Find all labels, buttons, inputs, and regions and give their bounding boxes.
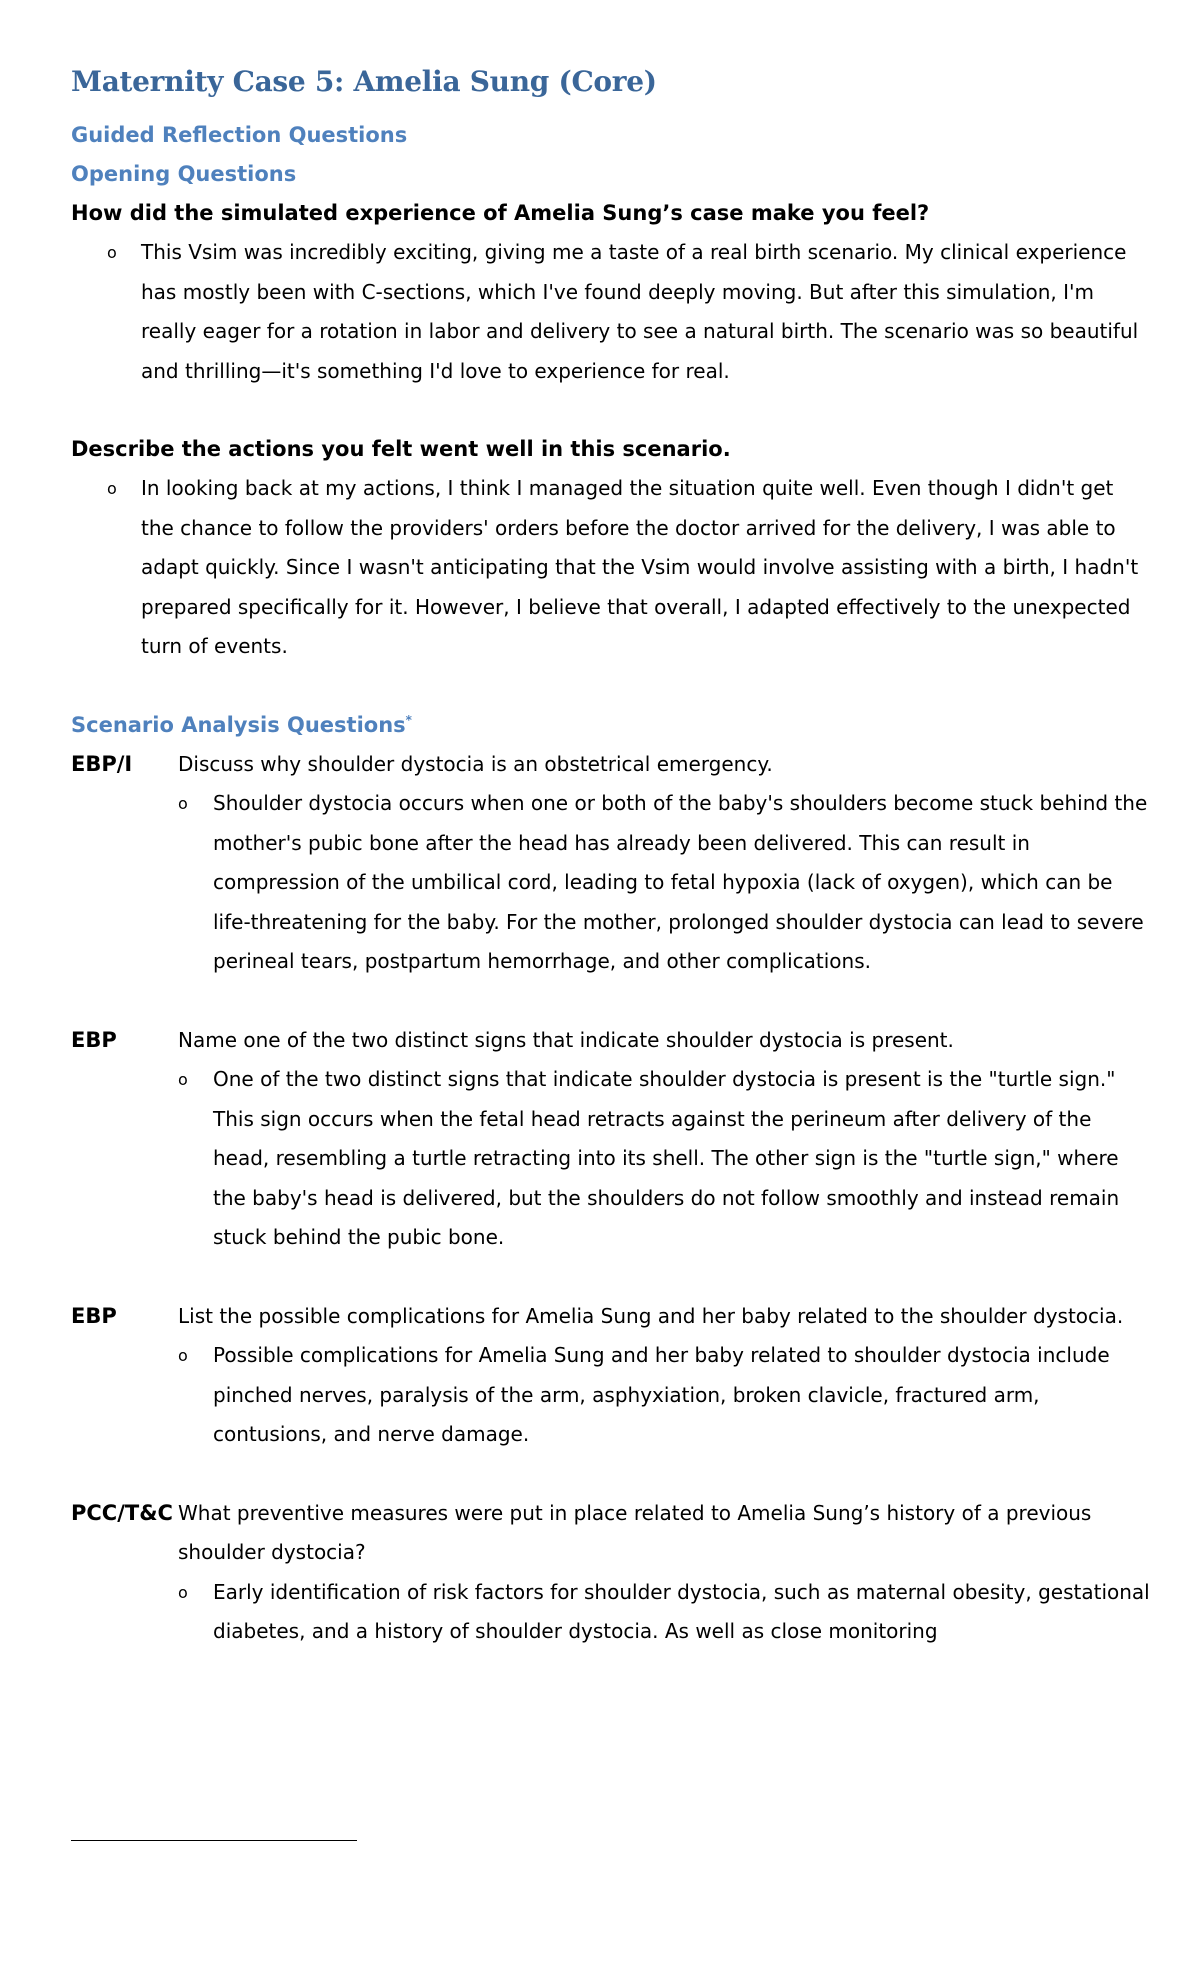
analysis-question: List the possible complications for Amelia Sung and her baby related to the shoulder dystocia. <box>178 1303 1124 1328</box>
scenario-analysis-heading-text: Scenario Analysis Questions <box>71 712 406 737</box>
analysis-item <box>71 1021 1151 1258</box>
bullet-icon: o <box>178 1070 188 1089</box>
guided-reflection-heading: Guided Reflection Questions <box>71 123 408 147</box>
answer-feelings <box>71 233 1151 391</box>
analysis-answer-text: One of the two distinct signs that indicate shoulder dystocia is present is the "turtle sign." This sign occurs when the fetal head retracts against the perineum after delivery of the head, resembling a turtle retracting into its shell. The other sign is the "turtle sign," where the baby's head is delivered, but the shoulders do not follow smoothly and instead remain stuck behind the pubic bone. <box>213 1067 1120 1249</box>
spacer <box>71 1258 1151 1297</box>
bullet-icon: o <box>178 794 188 813</box>
bullet-icon: o <box>178 1346 188 1365</box>
analysis-code: EBP <box>71 1303 117 1328</box>
bullet-icon: o <box>107 243 117 262</box>
spacer <box>71 1455 1151 1494</box>
bullet-icon: o <box>178 1582 188 1602</box>
spacer <box>71 667 1151 706</box>
analysis-question: Discuss why shoulder dystocia is an obstetrical emergency. <box>178 751 773 776</box>
spacer <box>71 391 1151 430</box>
question-feelings: How did the simulated experience of Amelia Sung’s case make you feel? <box>71 201 930 225</box>
analysis-code: EBP <box>71 1027 117 1052</box>
scenario-analysis-heading <box>71 706 1151 745</box>
opening-questions-heading: Opening Questions <box>71 162 297 186</box>
analysis-answer-text: Early identification of risk factors for shoulder dystocia, such as maternal obesity, gestational diabetes, and a history of shoulder dystocia. As well as close monitoring <box>213 1579 1150 1643</box>
analysis-answer <box>178 1060 1151 1258</box>
spacer <box>71 982 1151 1021</box>
analysis-code: PCC/T&C <box>71 1500 173 1525</box>
answer-actions-well-text: In looking back at my actions, I think I managed the situation quite well. Even though I didn't get the chance to follow the providers' orders before the doctor arrived for the delivery, I was able to adapt quickly. Since I wasn't anticipating that the Vsim would involve assisting with a birth, I hadn't prepared specifically for it. However, I believe that overall, I adapted effectively to the unexpected turn of events. <box>141 476 1139 658</box>
analysis-answer-text: Shoulder dystocia occurs when one or both of the baby's shoulders become stuck behind the mother's pubic bone after the head has already been delivered. This can result in compression of the umbilical cord, leading to fetal hypoxia (lack of oxygen), which can be life-threatening for the baby. For the mother, prolonged shoulder dystocia can lead to severe perineal tears, postpartum hemorrhage, and other complications. <box>213 791 1148 973</box>
analysis-question: What preventive measures were put in place related to Amelia Sung’s history of a previous shoulder dystocia? <box>178 1500 1092 1564</box>
answer-feelings-text: This Vsim was incredibly exciting, giving me a taste of a real birth scenario. My clinical experience has mostly been with C-sections, which I've found deeply moving. But after this simulation, I'm really eager for a rotation in labor and delivery to see a natural birth. The scenario was so beautiful and thrilling—it's something I'd love to experience for real. <box>141 240 1139 383</box>
analysis-item <box>71 1297 1151 1455</box>
analysis-answer-text: Possible complications for Amelia Sung and her baby related to shoulder dystocia include pinched nerves, paralysis of the arm, asphyxiation, broken clavicle, fractured arm, contusions, and nerve damage. <box>213 1343 1110 1446</box>
bullet-icon: o <box>107 479 117 498</box>
analysis-answer <box>178 784 1151 982</box>
document-title: Maternity Case 5: Amelia Sung (Core) <box>71 65 657 98</box>
analysis-answer <box>178 1336 1151 1455</box>
question-actions-well: Describe the actions you felt went well in this scenario. <box>71 437 731 461</box>
footnote-marker: * <box>405 712 412 727</box>
footnote-separator <box>71 1840 357 1841</box>
analysis-item <box>71 1494 1151 1652</box>
analysis-answer <box>178 1573 1151 1652</box>
document-page <box>71 64 1151 1652</box>
analysis-question: Name one of the two distinct signs that indicate shoulder dystocia is present. <box>178 1027 954 1052</box>
answer-actions-well <box>71 469 1151 667</box>
analysis-item <box>71 745 1151 982</box>
analysis-code: EBP/I <box>71 751 133 776</box>
